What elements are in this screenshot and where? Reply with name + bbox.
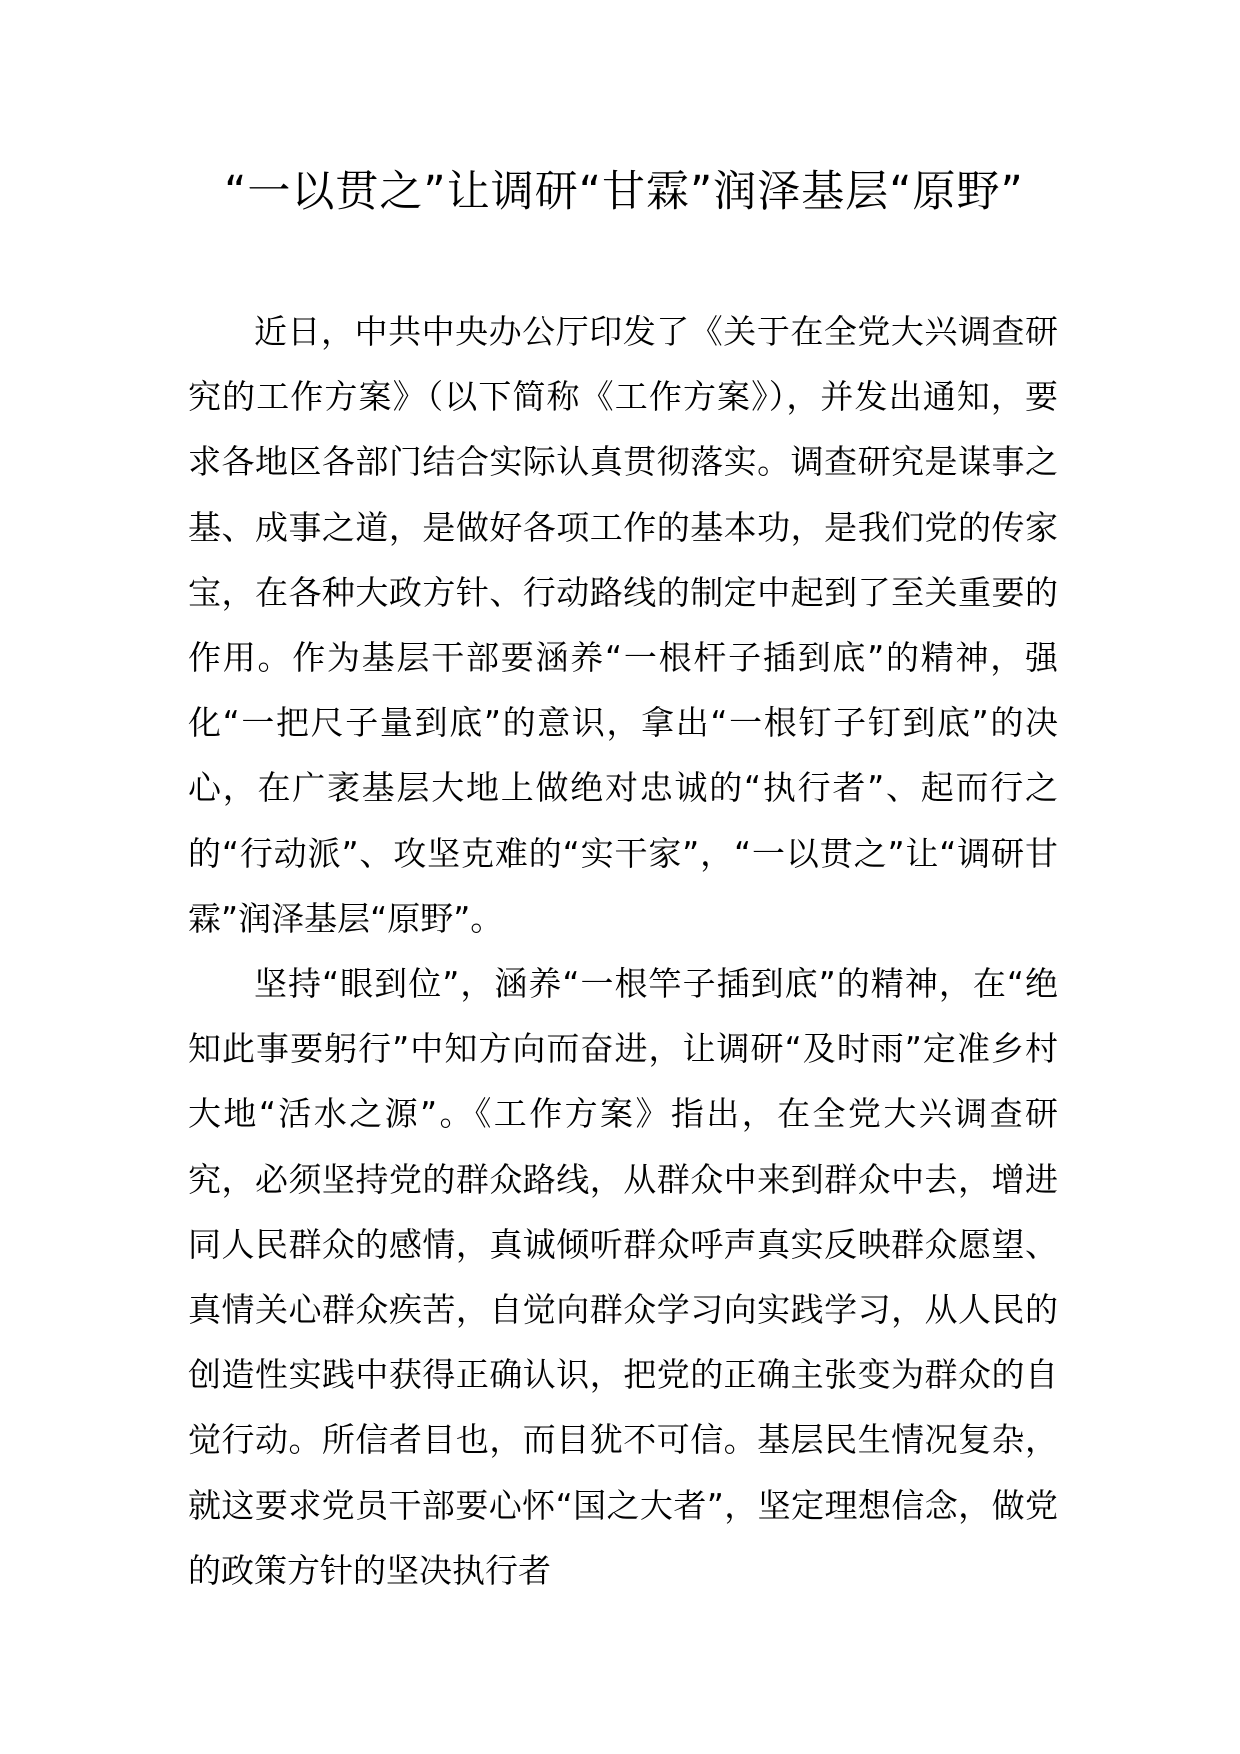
document-title: “一以贯之”让调研“甘霖”润泽基层“原野” xyxy=(224,167,1024,217)
body-paragraph-2: 坚持“眼到位”，涵养“一根竿子插到底”的精神，在“绝知此事要躬行”中知方向而奋进，让调研“及时雨”定准乡村大地“活水之源”。《工作方案》指出，在全党大兴调查研究，必须坚持党的群众路线，从群众中来到群众中去，增进同人民群众的感情，真诚倾听群众呼声真实反映群众愿望、真情关心群众疾苦，自觉向群众学习向实践学习，从人民的创造性实践中获得正确认识，把党的正确主张变为群众的自觉行动。所信者目也，而目犹不可信。基层民生情况复杂，就这要求党员干部要心怀“国之大者”，坚定理想信念，做党的政策方针的坚决执行者 xyxy=(188,964,1058,1590)
body-paragraph-1: 近日，中共中央办公厅印发了《关于在全党大兴调查研究的工作方案》（以下简称《工作方案》），并发出通知，要求各地区各部门结合实际认真贯彻落实。调查研究是谋事之基、成事之道，是做好各项工作的基本功，是我们党的传家宝，在各种大政方针、行动路线的制定中起到了至关重要的作用。作为基层干部要涵养“一根杆子插到底”的精神，强化“一把尺子量到底”的意识，拿出“一根钉子钉到底”的决心，在广袤基层大地上做绝对忠诚的“执行者”、起而行之的“行动派”、攻坚克难的“实干家”，“一以贯之”让“调研甘霖”润泽基层“原野”。 xyxy=(188,312,1058,938)
document-body xyxy=(188,299,1058,1603)
